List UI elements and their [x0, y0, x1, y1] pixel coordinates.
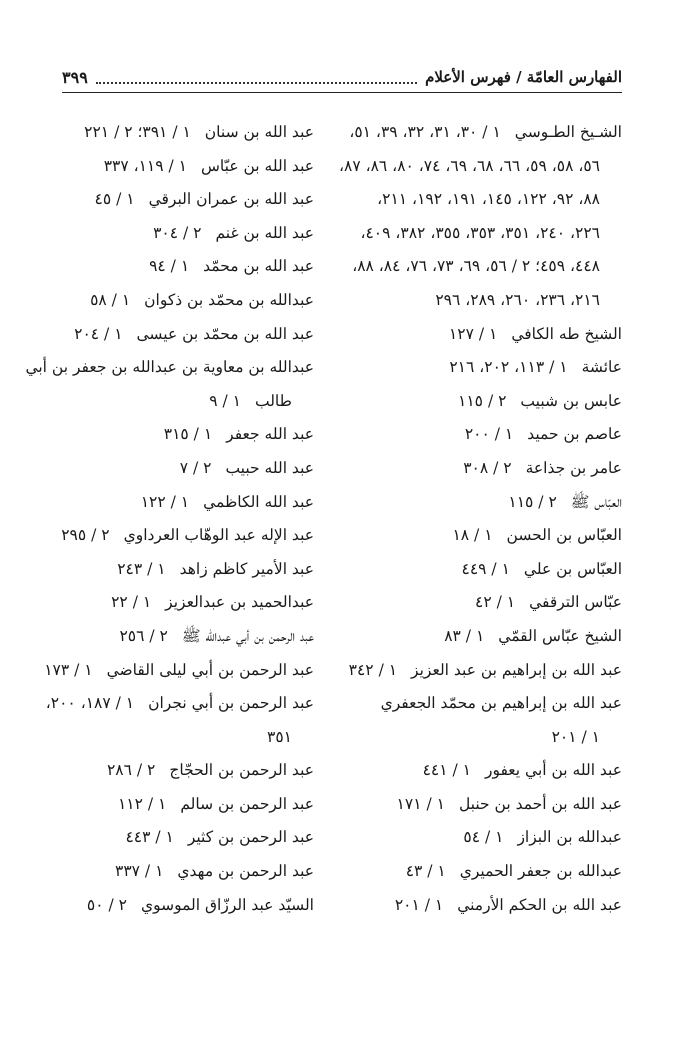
entry-page-refs: ١ / ٣٣٧ — [115, 862, 164, 881]
index-entry — [0, 486, 314, 520]
entry-name: عائشة — [581, 358, 622, 377]
entry-page-refs: ١ / ٤٤٩ — [461, 559, 510, 578]
index-entry — [322, 620, 622, 654]
header-rule — [62, 92, 622, 93]
entry-page-refs: ١ / ١١٩، ٣٣٧ — [103, 156, 187, 175]
index-entry — [322, 351, 622, 385]
index-entry — [0, 284, 314, 318]
entry-name: عبد الله بن سنان — [204, 123, 314, 141]
index-entry — [322, 788, 622, 822]
index-entry — [322, 687, 622, 721]
entry-name: عبد الله جعفر — [226, 425, 314, 444]
leader-dots — [96, 70, 417, 84]
entry-page-refs: ١ / ٣٤٢ — [348, 660, 398, 679]
entry-page-refs: ١ / ٢٠٠ — [464, 425, 514, 444]
entry-name: عبدالله بن معاوية بن عبدالله بن جعفر بن أبي — [25, 358, 314, 377]
entry-name: عبّاس الترقفي — [529, 593, 622, 612]
index-entry — [0, 754, 314, 788]
entry-page-refs: ١ / ٩ — [209, 391, 241, 410]
entry-page-refs: ١ / ٢٠١ — [394, 895, 444, 914]
index-column-right — [322, 116, 622, 922]
entry-page-refs: ٨٨، ٩٢، ١٢٢، ١٤٥، ١٩١، ١٩٢، ٢١١، — [377, 190, 600, 209]
entry-name: العبّاس بن علي — [523, 559, 622, 578]
entry-name: عبدالله بن محمّد بن ذكوان — [144, 290, 314, 309]
entry-page-refs: ١ / ١١٢ — [117, 794, 167, 813]
index-entry — [322, 486, 622, 520]
index-entry — [0, 418, 314, 452]
entry-name: عابس بن شبيب — [520, 391, 622, 410]
entry-page-refs: ٢١٦، ٢٣٦، ٢٦٠، ٢٨٩، ٢٩٦ — [435, 290, 600, 309]
entry-name: عبد الإله عبد الوهّاب العرداوي — [123, 526, 314, 545]
index-entry-continuation — [322, 721, 622, 755]
entry-page-refs: ١ / ٣٩١؛ ٢ / ٢٢١ — [84, 123, 191, 141]
index-entry — [0, 217, 314, 251]
entry-name: عبد الله بن إبراهيم بن عبد العزيز — [411, 660, 622, 679]
entry-page-refs: ١ / ٤٣ — [405, 862, 446, 881]
entry-page-refs: ٢ / ١١٥ — [458, 391, 507, 410]
index-entry — [322, 889, 622, 923]
entry-name: عبد الرحمن بن سالم — [180, 794, 314, 813]
entry-name: عبد الرحمن بن الحجّاج — [169, 761, 314, 780]
entry-page-refs: ١ / ٣١٥ — [163, 425, 213, 444]
entry-page-refs: ١ / ٢٠٤ — [74, 324, 123, 343]
entry-page-refs: ٢ / ٣٠٤ — [153, 223, 202, 242]
entry-name: عبد الرحمن بن كثير — [187, 828, 314, 847]
entry-name: عبد الله بن محمّد بن عيسى — [136, 324, 314, 343]
entry-page-refs: ١ / ٩٤ — [149, 257, 190, 276]
index-entry — [322, 418, 622, 452]
entry-page-refs: ١ / ١١٣، ٢٠٢، ٢١٦ — [449, 358, 568, 377]
entry-name: عبد الله بن عمران البرقي — [148, 190, 314, 209]
entry-name: عاصم بن حميد — [527, 425, 622, 444]
index-column-left — [0, 116, 314, 922]
entry-name: العبّاس ﷺ — [570, 492, 622, 511]
index-entry — [322, 385, 622, 419]
entry-name: السيّد عبد الرزّاق الموسوي — [140, 895, 314, 914]
entry-page-refs: ١ / ٢٢ — [111, 593, 152, 612]
entry-page-refs: ١ / ٢٠١ — [551, 727, 600, 746]
entry-page-refs: ٥٦، ٥٨، ٥٩، ٦٦، ٦٨، ٦٩، ٧٤، ٨٠، ٨٦، ٨٧، — [338, 156, 600, 175]
entry-page-refs: ١ / ٢٤٣ — [117, 559, 166, 578]
entry-page-refs: ١ / ٤٢ — [475, 593, 516, 612]
entry-name: الشيخ عبّاس القمّي — [498, 626, 622, 645]
entry-page-refs: ٢ / ٢٩٥ — [61, 526, 110, 545]
index-entry — [322, 452, 622, 486]
index-entry — [0, 150, 314, 184]
index-entry — [0, 553, 314, 587]
index-entry-continuation — [322, 250, 622, 284]
index-entry — [322, 855, 622, 889]
index-entry — [0, 250, 314, 284]
entry-name: عبد الرحمن بن أبي عبدالله ﷺ — [181, 626, 314, 645]
entry-page-refs: ١ / ١٨٧، ٢٠٠، — [45, 694, 135, 713]
entry-page-refs: ٤٤٨، ٤٥٩؛ ٢ / ٥٦، ٦٩، ٧٣، ٧٦، ٨٤، ٨٨، — [352, 257, 600, 276]
index-entry — [0, 351, 314, 385]
index-entry-continuation — [0, 721, 314, 755]
entry-page-refs: ١ / ٤٤١ — [422, 761, 471, 780]
entry-name: عبد الرحمن بن أبي ليلى القاضي — [106, 660, 314, 679]
entry-name: عبد الله حبيب — [225, 458, 314, 477]
entry-page-refs: ٢ / ٣٠٨ — [463, 458, 512, 477]
entry-page-refs: ١ / ٤٤٣ — [125, 828, 174, 847]
entry-name: عامر بن جذاعة — [525, 458, 622, 477]
entry-name: العبّاس بن الحسن — [506, 526, 622, 545]
header-title: الفهارس العامّة / فهرس الأعلام — [425, 68, 622, 86]
index-entry — [322, 586, 622, 620]
index-entry — [0, 586, 314, 620]
entry-name: الشيخ طه الكافي — [511, 324, 622, 343]
index-entry — [0, 620, 314, 654]
entry-name: عبد الله بن عبّاس — [201, 156, 314, 175]
entry-name: طالب — [254, 391, 292, 410]
index-entry — [322, 116, 622, 150]
index-entry — [322, 318, 622, 352]
index-entry — [322, 821, 622, 855]
index-entry — [0, 687, 314, 721]
entry-name: عبد الله بن أبي يعفور — [484, 761, 622, 780]
page-number: ٣٩٩ — [62, 67, 88, 87]
entry-name: عبد الأمير كاظم زاهد — [179, 559, 314, 578]
entry-name: عبد الله الكاظمي — [203, 492, 314, 511]
entry-page-refs: ١ / ٥٤ — [463, 828, 504, 847]
index-entry — [322, 553, 622, 587]
entry-name: عبد الله بن الحكم الأرمني — [457, 895, 622, 914]
index-entry-continuation — [322, 284, 622, 318]
index-entry — [322, 654, 622, 688]
entry-page-refs: ١ / ٨٣ — [444, 626, 485, 645]
entry-name: عبد الله بن محمّد — [203, 257, 314, 276]
index-entry — [0, 889, 314, 923]
index-entry — [0, 452, 314, 486]
entry-page-refs: ١ / ١٢٢ — [140, 492, 190, 511]
index-entry — [0, 116, 314, 150]
entry-page-refs: ١ / ٥٨ — [90, 290, 131, 309]
index-entry — [0, 318, 314, 352]
entry-page-refs: ٢ / ٢٥٦ — [119, 626, 168, 645]
entry-page-refs: ٢ / ٧ — [179, 458, 212, 477]
entry-page-refs: ٢ / ٥٠ — [86, 895, 127, 914]
entry-page-refs: ١ / ١٨ — [452, 526, 493, 545]
entry-name: عبد الله بن غنم — [215, 223, 314, 242]
entry-page-refs: ١ / ١٧١ — [396, 794, 445, 813]
running-header — [62, 64, 622, 90]
index-entry — [0, 821, 314, 855]
entry-page-refs: ١ / ١٢٧ — [448, 324, 498, 343]
entry-page-refs: ٣٥١ — [267, 727, 292, 746]
index-entry — [0, 788, 314, 822]
index-entry — [0, 855, 314, 889]
entry-page-refs: ١ / ١٧٣ — [44, 660, 93, 679]
index-entry — [0, 519, 314, 553]
entry-name: عبد الله بن إبراهيم بن محمّد الجعفري — [380, 694, 622, 713]
entry-page-refs: ٢ / ٢٨٦ — [106, 761, 156, 780]
index-entry — [322, 754, 622, 788]
entry-name: الشـيخ الطـوسي — [514, 123, 622, 141]
entry-page-refs: ٢ / ١١٥ — [508, 492, 557, 511]
entry-page-refs: ٢٢٦، ٢٤٠، ٣٥١، ٣٥٣، ٣٥٥، ٣٨٢، ٤٠٩، — [360, 223, 600, 242]
index-entry — [0, 183, 314, 217]
entry-name: عبدالله بن جعفر الحميري — [459, 862, 622, 881]
entry-name: عبد الرحمن بن أبي نجران — [148, 694, 314, 713]
index-entry — [322, 519, 622, 553]
index-entry — [0, 654, 314, 688]
entry-page-refs: ١ / ٣٠، ٣١، ٣٢، ٣٩، ٥١، — [349, 123, 501, 141]
index-entry-continuation — [0, 385, 314, 419]
entry-name: عبدالله بن البزاز — [517, 828, 622, 847]
index-entry-continuation — [322, 217, 622, 251]
entry-name: عبدالحميد بن عبدالعزيز — [165, 593, 314, 612]
entry-page-refs: ١ / ٤٥ — [94, 190, 135, 209]
index-entry-continuation — [322, 183, 622, 217]
entry-name: عبد الله بن أحمد بن حنبل — [458, 794, 622, 813]
entry-name: عبد الرحمن بن مهدي — [177, 862, 314, 881]
index-entry-continuation — [322, 150, 622, 184]
